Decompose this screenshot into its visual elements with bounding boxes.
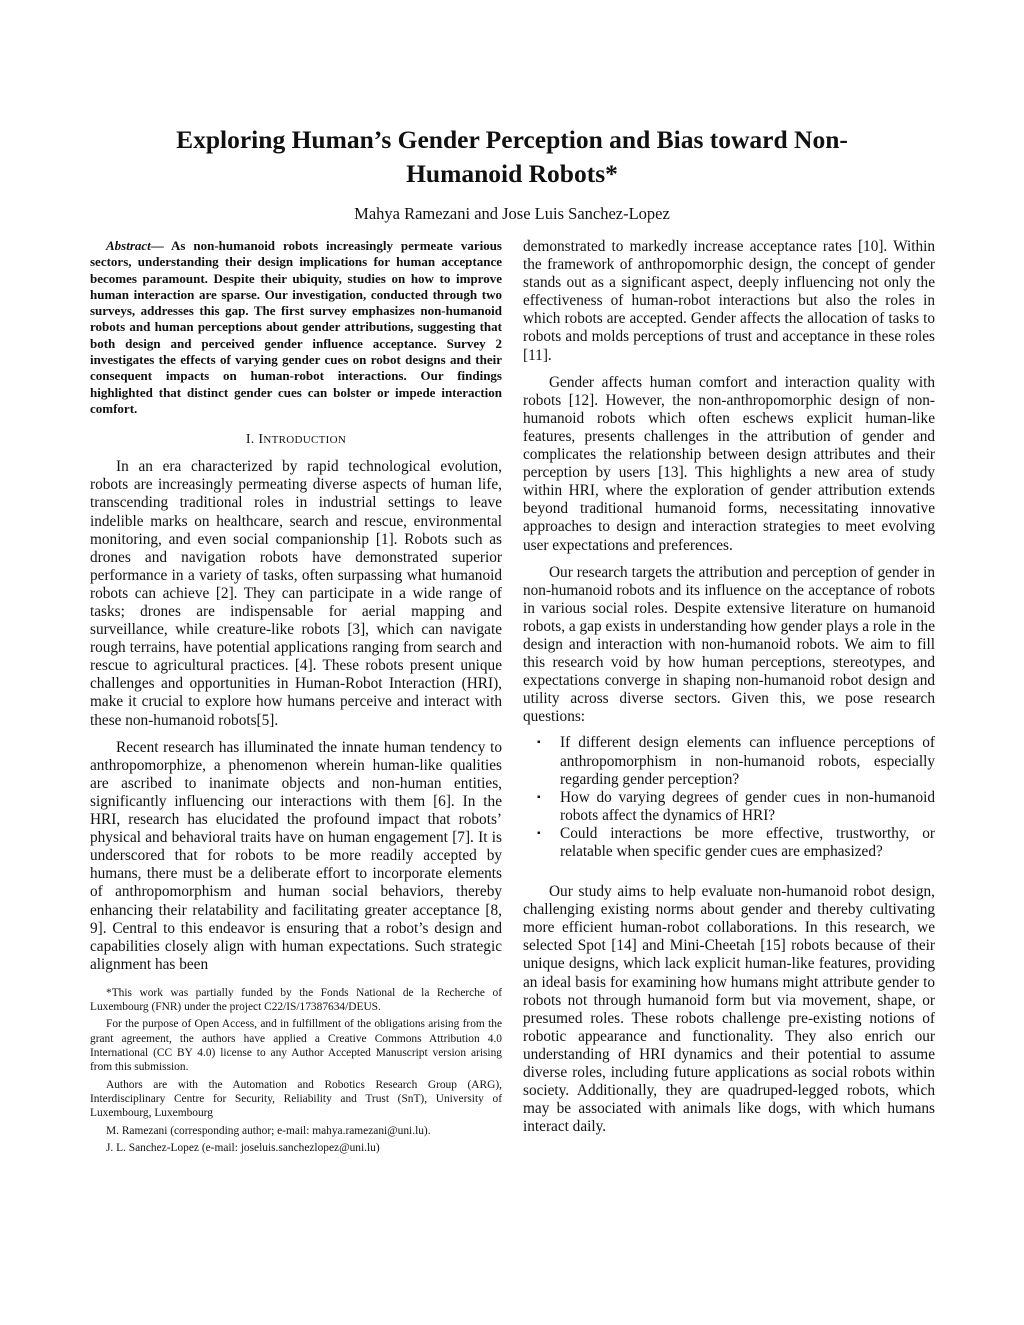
abstract-label: Abstract bbox=[106, 238, 151, 253]
square-bullet-icon: ▪ bbox=[537, 791, 541, 803]
footnotes bbox=[90, 986, 502, 1155]
section-title-rest: NTRODUCTION bbox=[263, 434, 347, 447]
left-column bbox=[90, 238, 502, 1158]
abstract-text: As non-humanoid robots increasingly permeate various sectors, understanding their design implications for human acceptance becomes paramount. Despite their ubiquity, studies on how to improve human interaction are sparse. Our investigation, conducted through two surveys, addresses this gap. The first survey emphasizes non-humanoid robots and human perceptions about gender attributions, suggesting that both design and perceived gender influence acceptance. Survey 2 investigates the effects of varying gender cues on robot designs and their consequent impacts on human-robot interactions. Our findings highlighted that distinct gender cues can bolster or impede interaction comfort. bbox=[90, 238, 502, 416]
paper-authors: Mahya Ramezani and Jose Luis Sanchez-Lopez bbox=[354, 204, 670, 223]
abstract-dash: — bbox=[150, 238, 164, 253]
research-question-1: If different design elements can influence perceptions of anthropomorphism in non-humanoid robots, especially regarding gender perception? bbox=[560, 734, 935, 788]
section-number: I. bbox=[245, 432, 255, 448]
square-bullet-icon: ▪ bbox=[537, 737, 541, 749]
list-item bbox=[523, 789, 935, 825]
footnote-corresponding-author: M. Ramezani (corresponding author; e-mail: mahya.ramezani@uni.lu). bbox=[106, 1124, 431, 1137]
footnote-funding: *This work was partially funded by the Fonds National de la Recherche of Luxembourg (FNR) under the project C22/IS/17387634/DEUS. bbox=[90, 986, 502, 1014]
abstract bbox=[90, 238, 502, 417]
section-heading-introduction bbox=[90, 431, 502, 449]
intro-paragraph-2: Recent research has illuminated the innate human tendency to anthropomorphize, a phenomenon wherein human-like qualities are ascribed to inanimate objects and non-human entities, significantly influencing our interactions with them [6]. In the HRI, research has elucidated the profound impact that robots’ physical and behavioral traits have on human engagement [7]. It is underscored that for robots to be more readily accepted by humans, there must be a deliberate effort to incorporate elements of anthropomorphism and human social behaviors, thereby enhancing their relatability and facilitating greater acceptance [8, 9]. Central to this endeavor is ensuring that a robot’s design and capabilities closely align with human expectations. Such strategic alignment has been bbox=[90, 738, 502, 973]
footnote-affiliation: Authors are with the Automation and Robotics Research Group (ARG), Interdisciplinary Centre for Security, Reliability and Trust (SnT), University of Luxembourg, Luxembourg bbox=[90, 1078, 502, 1120]
square-bullet-icon: ▪ bbox=[537, 827, 541, 839]
paper-title: Exploring Human’s Gender Perception and Bias toward Non-Humanoid Robots* bbox=[176, 125, 848, 188]
gender-paragraph: Gender affects human comfort and interaction quality with robots [12]. However, the non-anthropomorphic design of non-humanoid robots which often eschews explicit human-like features, presents challenges in the attribution of gender and complicates the relationship between design attributes and their perception by users [13]. This highlights a new area of study within HRI, where the exploration of gender attribution extends beyond traditional humanoid forms, necessitating innovative approaches to design and interaction strategies to meet evolving user expectations and preferences. bbox=[523, 373, 935, 554]
list-item bbox=[523, 734, 935, 788]
study-aims-paragraph: Our study aims to help evaluate non-humanoid robot design, challenging existing norms about gender and thereby cultivating more efficient human-robot collaborations. In this research, we selected Spot [14] and Mini-Cheetah [15] robots because of their unique designs, which lack explicit human-like features, providing an ideal basis for examining how humans might attribute gender to robots not through humanoid form but via movement, shape, or presumed roles. These robots challenge pre-existing notions of robotic appearance and functionality. They also enrich our understanding of HRI dynamics and their potential to assume diverse roles, including future applications as social robots within society. Additionally, they are quadruped-legged robots, which may be associated with animals like dogs, with which humans interact daily. bbox=[523, 883, 935, 1136]
list-item bbox=[523, 825, 935, 861]
footnote-separator bbox=[90, 974, 502, 986]
research-question-2: How do varying degrees of gender cues in non-humanoid robots affect the dynamics of HRI? bbox=[560, 788, 935, 824]
continued-paragraph: demonstrated to markedly increase acceptance rates [10]. Within the framework of anthropomorphic design, the concept of gender stands out as a significant aspect, deeply influencing not only the effectiveness of human-robot interactions but also the roles in which robots are accepted. Gender affects the allocation of tasks to robots and molds perceptions of trust and acceptance in these roles [11]. bbox=[523, 238, 935, 364]
research-targets-paragraph: Our research targets the attribution and perception of gender in non-humanoid robots and its influence on the acceptance of robots in various social roles. Despite extensive literature on humanoid robots, a gap exists in understanding how gender plays a role in the design and interaction with non-humanoid robots. We aim to fill this research void by how human perceptions, stereotypes, and expectations converge in shaping non-humanoid robot design and utility across diverse sectors. Given this, we pose research questions: bbox=[523, 563, 935, 726]
research-questions-list bbox=[523, 734, 935, 861]
footnote-second-author: J. L. Sanchez-Lopez (e-mail: joseluis.sanchezlopez@uni.lu) bbox=[106, 1141, 380, 1154]
research-question-3: Could interactions be more effective, trustworthy, or relatable when specific gender cues are emphasized? bbox=[560, 824, 935, 860]
footnote-open-access: For the purpose of Open Access, and in fulfillment of the obligations arising from the grant agreement, the authors have applied a Creative Commons Attribution 4.0 International (CC BY 4.0) license to any Author Accepted Manuscript version arising from this submission. bbox=[90, 1018, 502, 1074]
section-title-initial: I bbox=[258, 432, 264, 448]
right-column bbox=[523, 238, 935, 1136]
intro-paragraph-1: In an era characterized by rapid technological evolution, robots are increasingly permeating diverse aspects of human life, transcending traditional roles in industrial settings to leave indelible marks on healthcare, search and rescue, environmental monitoring, and even social companionship [1]. Robots such as drones and navigation robots have demonstrated superior performance in a variety of tasks, often surpassing what humanoid robots can achieve [2]. They can participate in a wide range of tasks; drones are indispensable for aerial mapping and surveillance, while creature-like robots [3], which can navigate rough terrains, have potential applications ranging from search and rescue to agricultural practices. [4]. These robots present unique challenges and opportunities in Human-Robot Interaction (HRI), make it crucial to explore how humans perceive and interact with these non-humanoid robots[5]. bbox=[90, 458, 502, 729]
